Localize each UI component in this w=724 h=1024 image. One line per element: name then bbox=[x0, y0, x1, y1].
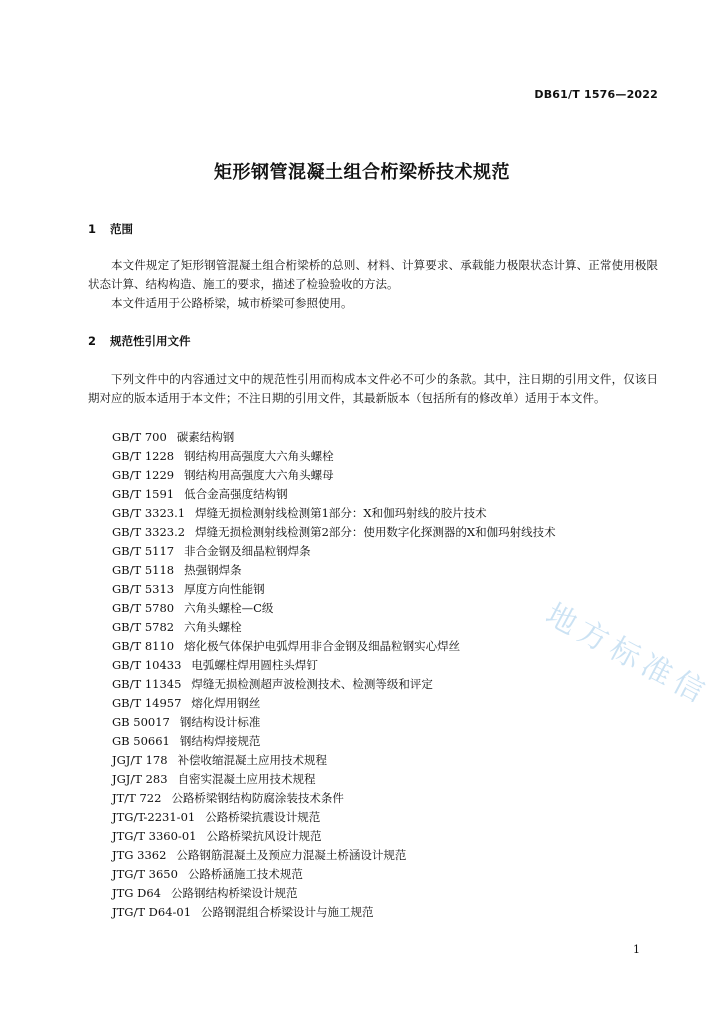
reference-item bbox=[112, 428, 556, 447]
reference-title: 低合金高强度结构钢 bbox=[184, 487, 288, 501]
reference-title: 热强钢焊条 bbox=[184, 563, 242, 577]
reference-code: JGJ/T 283 bbox=[112, 772, 168, 786]
reference-code: GB/T 5117 bbox=[112, 544, 175, 558]
reference-code: GB/T 5313 bbox=[112, 582, 175, 596]
reference-item bbox=[112, 732, 556, 751]
reference-item bbox=[112, 865, 556, 884]
reference-item bbox=[112, 466, 556, 485]
reference-item bbox=[112, 561, 556, 580]
reference-title: 公路钢混组合桥梁设计与施工规范 bbox=[201, 905, 374, 919]
reference-code: JTG/T D64-01 bbox=[112, 905, 192, 919]
reference-item bbox=[112, 846, 556, 865]
reference-item bbox=[112, 485, 556, 504]
reference-item bbox=[112, 675, 556, 694]
scope-applicability-paragraph: 本文件适用于公路桥梁，城市桥梁可参照使用。 bbox=[111, 296, 353, 310]
reference-code: GB/T 14957 bbox=[112, 696, 182, 710]
reference-title: 焊缝无损检测射线检测第2部分：使用数字化探测器的X和伽玛射线技术 bbox=[195, 525, 556, 539]
reference-item bbox=[112, 447, 556, 466]
reference-title: 钢结构焊接规范 bbox=[179, 734, 261, 748]
reference-item bbox=[112, 903, 556, 922]
reference-item bbox=[112, 618, 556, 637]
reference-code: GB/T 1229 bbox=[112, 468, 175, 482]
reference-item bbox=[112, 656, 556, 675]
reference-title: 钢结构用高强度大六角头螺母 bbox=[184, 468, 334, 482]
document-title: 矩形钢管混凝土组合桁梁桥技术规范 bbox=[214, 162, 510, 183]
reference-title: 钢结构设计标准 bbox=[179, 715, 261, 729]
reference-item bbox=[112, 770, 556, 789]
reference-code: GB/T 5118 bbox=[112, 563, 175, 577]
reference-code: JTG 3362 bbox=[112, 848, 167, 862]
reference-code: JGJ/T 178 bbox=[112, 753, 168, 767]
reference-code: GB/T 5780 bbox=[112, 601, 175, 615]
reference-item bbox=[112, 713, 556, 732]
watermark: 地方标准信 bbox=[539, 597, 716, 713]
reference-title: 电弧螺柱焊用圆柱头焊钉 bbox=[191, 658, 318, 672]
reference-item bbox=[112, 884, 556, 903]
reference-code: JTG/T 3650 bbox=[112, 867, 178, 881]
reference-title: 六角头螺栓—C级 bbox=[184, 601, 274, 615]
reference-item bbox=[112, 808, 556, 827]
reference-item bbox=[112, 504, 556, 523]
reference-title: 碳素结构钢 bbox=[176, 430, 235, 444]
reference-item bbox=[112, 789, 556, 808]
reference-title: 公路钢结构桥梁设计规范 bbox=[170, 886, 298, 900]
section-2-heading bbox=[88, 333, 191, 349]
reference-code: JT/T 722 bbox=[112, 791, 162, 805]
section-title: 范围 bbox=[110, 222, 134, 236]
reference-title: 自密实混凝土应用技术规程 bbox=[177, 772, 316, 786]
reference-title: 熔化焊用钢丝 bbox=[191, 696, 261, 710]
reference-title: 焊缝无损检测超声波检测技术、检测等级和评定 bbox=[191, 677, 433, 691]
reference-item bbox=[112, 542, 556, 561]
section-number: 1 bbox=[88, 222, 97, 236]
reference-code: GB 50661 bbox=[112, 734, 170, 748]
reference-code: GB/T 3323.1 bbox=[112, 506, 186, 520]
reference-title: 公路桥涵施工技术规范 bbox=[187, 867, 303, 881]
reference-code: JTG/T 3360-01 bbox=[112, 829, 197, 843]
reference-title: 焊缝无损检测射线检测第1部分：X和伽玛射线的胶片技术 bbox=[195, 506, 487, 520]
section-number: 2 bbox=[88, 334, 97, 348]
reference-code: GB/T 10433 bbox=[112, 658, 182, 672]
reference-title: 补偿收缩混凝土应用技术规程 bbox=[177, 753, 328, 767]
reference-title: 公路桥梁抗风设计规范 bbox=[206, 829, 322, 843]
reference-code: JTG D64 bbox=[112, 886, 161, 900]
reference-title: 公路钢筋混凝土及预应力混凝土桥涵设计规范 bbox=[176, 848, 407, 862]
reference-code: GB/T 1591 bbox=[112, 487, 175, 501]
reference-item bbox=[112, 637, 556, 656]
reference-item bbox=[112, 827, 556, 846]
reference-item bbox=[112, 523, 556, 542]
reference-list bbox=[112, 428, 556, 922]
reference-title: 公路桥梁钢结构防腐涂装技术条件 bbox=[171, 791, 344, 805]
reference-item bbox=[112, 599, 556, 618]
standard-code: DB61/T 1576—2022 bbox=[534, 88, 658, 101]
reference-code: GB/T 11345 bbox=[112, 677, 182, 691]
reference-item bbox=[112, 751, 556, 770]
reference-code: GB/T 8110 bbox=[112, 639, 175, 653]
reference-title: 六角头螺栓 bbox=[184, 620, 242, 634]
reference-item bbox=[112, 694, 556, 713]
reference-title: 熔化极气体保护电弧焊用非合金钢及细晶粒钢实心焊丝 bbox=[184, 639, 461, 653]
normative-references-paragraph: 下列文件中的内容通过文中的规范性引用而构成本文件必不可少的条款。其中，注日期的引用文件，仅该日期对应的版本适用于本文件；不注日期的引用文件，其最新版本（包括所有的修改单）适用于本文件。 bbox=[88, 372, 658, 405]
section-title: 规范性引用文件 bbox=[110, 334, 191, 348]
reference-title: 非合金钢及细晶粒钢焊条 bbox=[184, 544, 311, 558]
reference-code: GB/T 5782 bbox=[112, 620, 175, 634]
reference-item bbox=[112, 580, 556, 599]
reference-title: 钢结构用高强度大六角头螺栓 bbox=[184, 449, 334, 463]
scope-paragraph: 本文件规定了矩形钢管混凝土组合桁梁桥的总则、材料、计算要求、承载能力极限状态计算、正常使用极限状态计算、结构构造、施工的要求，描述了检验验收的方法。 bbox=[88, 258, 658, 291]
reference-code: JTG/T-2231-01 bbox=[112, 810, 196, 824]
reference-title: 公路桥梁抗震设计规范 bbox=[205, 810, 321, 824]
page-number: 1 bbox=[633, 943, 640, 956]
reference-title: 厚度方向性能钢 bbox=[184, 582, 265, 596]
reference-code: GB/T 700 bbox=[112, 430, 167, 444]
reference-code: GB/T 1228 bbox=[112, 449, 175, 463]
reference-code: GB 50017 bbox=[112, 715, 170, 729]
section-1-heading bbox=[88, 221, 133, 237]
reference-code: GB/T 3323.2 bbox=[112, 525, 186, 539]
